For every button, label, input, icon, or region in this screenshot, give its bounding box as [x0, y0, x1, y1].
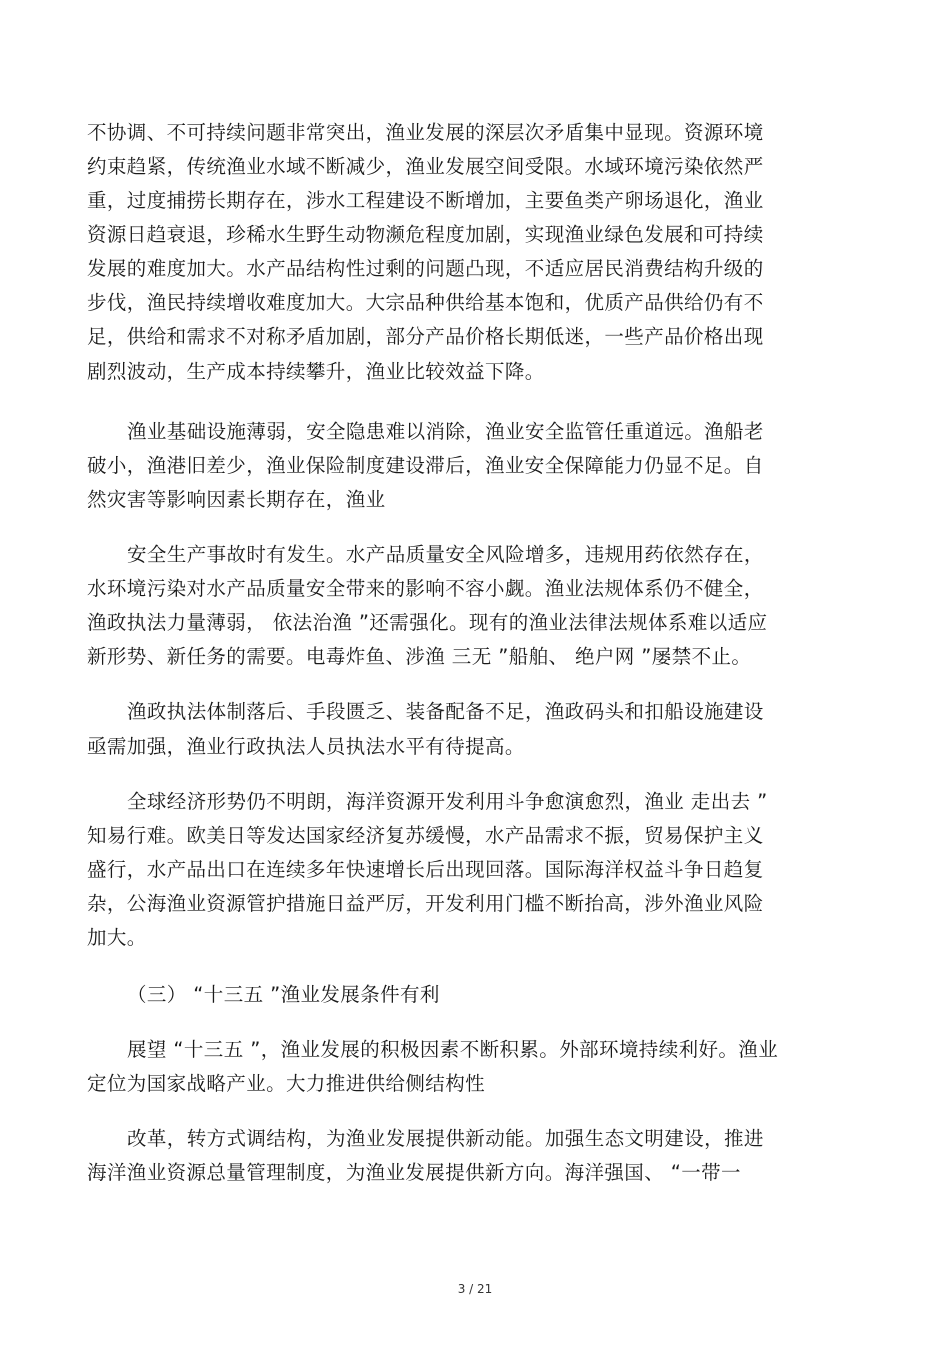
text-line: 渔政执法力量薄弱， 依法治渔 ”还需强化。现有的渔业法律法规体系难以适应: [87, 611, 768, 634]
text-line: 水环境污染对水产品质量安全带来的影响不容小觑。渔业法规体系仍不健全，: [87, 577, 764, 600]
text-line: 展望 “十三五 ”，渔业发展的积极因素不断积累。外部环境持续利好。渔业: [127, 1038, 779, 1061]
text-line: 渔政执法体制落后、手段匮乏、装备配备不足，渔政码头和扣船设施建设: [127, 700, 764, 723]
text-line: 海洋渔业资源总量管理制度，为渔业发展提供新方向。海洋强国、 “一带一: [87, 1161, 741, 1184]
text-line: 新形势、新任务的需要。电毒炸鱼、涉渔 三无 ”船舶、 绝户网 ”屡禁不止。: [87, 645, 752, 668]
section-heading: （三） “十三五 ”渔业发展条件有利: [127, 983, 440, 1006]
text-line: 杂，公海渔业资源管护措施日益严厉，开发利用门槛不断抬高，涉外渔业风险: [87, 892, 764, 915]
text-line: 渔业基础设施薄弱，安全隐患难以消除，渔业安全监管任重道远。渔船老: [127, 420, 764, 443]
text-line: 不协调、不可持续问题非常突出，渔业发展的深层次矛盾集中显现。资源环境: [87, 121, 764, 144]
text-line: 然灾害等影响因素长期存在，渔业: [87, 488, 386, 511]
text-line: 约束趋紧，传统渔业水域不断减少，渔业发展空间受限。水域环境污染依然严: [87, 155, 764, 178]
text-line: 安全生产事故时有发生。水产品质量安全风险增多，违规用药依然存在，: [127, 543, 764, 566]
text-line: 步伐，渔民持续增收难度加大。大宗品种供给基本饱和，优质产品供给仍有不: [87, 291, 764, 314]
text-line: 全球经济形势仍不明朗，海洋资源开发利用斗争愈演愈烈，渔业 走出去 ”: [127, 790, 768, 813]
text-line: 盛行，水产品出口在连续多年快速增长后出现回落。国际海洋权益斗争日趋复: [87, 858, 764, 881]
text-line: 定位为国家战略产业。大力推进供给侧结构性: [87, 1072, 486, 1095]
text-line: 知易行难。欧美日等发达国家经济复苏缓慢，水产品需求不振，贸易保护主义: [87, 824, 764, 847]
text-line: 改革，转方式调结构，为渔业发展提供新动能。加强生态文明建设，推进: [127, 1127, 764, 1150]
text-line: 加大。: [87, 926, 147, 949]
text-line: 破小，渔港旧差少，渔业保险制度建设滞后，渔业安全保障能力仍显不足。自: [87, 454, 764, 477]
text-line: 资源日趋衰退，珍稀水生野生动物濒危程度加剧，实现渔业绿色发展和可持续: [87, 223, 764, 246]
text-line: 发展的难度加大。水产品结构性过剩的问题凸现，不适应居民消费结构升级的: [87, 257, 764, 280]
page-number: 3 / 21: [457, 1282, 493, 1296]
text-line: 亟需加强，渔业行政执法人员执法水平有待提高。: [87, 735, 525, 758]
text-line: 足，供给和需求不对称矛盾加剧，部分产品价格长期低迷，一些产品价格出现: [87, 325, 764, 348]
text-line: 重，过度捕捞长期存在，涉水工程建设不断增加，主要鱼类产卵场退化，渔业: [87, 189, 764, 212]
text-line: 剧烈波动，生产成本持续攀升，渔业比较效益下降。: [87, 360, 545, 383]
